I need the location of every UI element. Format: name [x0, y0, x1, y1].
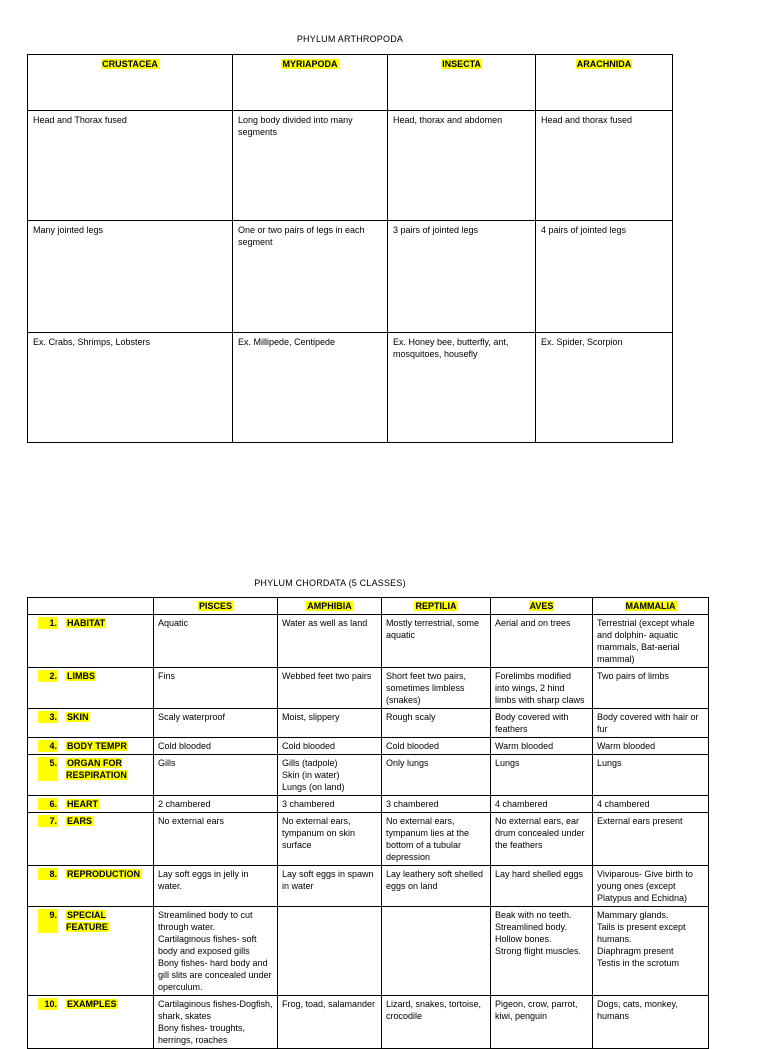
- table-cell: Forelimbs modified into wings, 2 hind limbs with sharp claws: [491, 668, 593, 709]
- row-label: [28, 668, 154, 709]
- row-label-text: SKIN: [67, 712, 89, 722]
- header-blank: [28, 598, 154, 615]
- row-label: [28, 866, 154, 907]
- table-cell: Scaly waterproof: [154, 709, 278, 738]
- table-cell: Beak with no teeth. Streamlined body. Hollow bones. Strong flight muscles.: [491, 907, 593, 996]
- row-number: 2.: [38, 670, 58, 682]
- table-cell: Mammary glands. Tails is present except humans. Diaphragm present Testis in the scrotum: [593, 907, 709, 996]
- table-cell: [382, 907, 491, 996]
- table-cell: Head and thorax fused: [536, 111, 673, 221]
- table-cell: Pigeon, crow, parrot, kiwi, penguin: [491, 996, 593, 1049]
- row-number: 9.: [38, 909, 58, 933]
- table-row: [28, 615, 709, 668]
- arthropoda-title: PHYLUM ARTHROPODA: [296, 34, 404, 44]
- row-number: 3.: [38, 711, 58, 723]
- row-number: 5.: [38, 757, 58, 781]
- table-cell: No external ears, ear drum concealed under the feathers: [491, 813, 593, 866]
- table-cell: Lizard, snakes, tortoise, crocodile: [382, 996, 491, 1049]
- table-cell: Ex. Crabs, Shrimps, Lobsters: [28, 333, 233, 443]
- table-cell: 3 chambered: [382, 796, 491, 813]
- table-cell: Ex. Spider, Scorpion: [536, 333, 673, 443]
- chordata-title: PHYLUM CHORDATA (5 CLASSES): [254, 578, 406, 588]
- table-cell: Body covered with feathers: [491, 709, 593, 738]
- row-number: 1.: [38, 617, 58, 629]
- table-cell: 3 pairs of jointed legs: [388, 221, 536, 333]
- table-cell: Head and Thorax fused: [28, 111, 233, 221]
- table-row: [28, 866, 709, 907]
- row-number: 4.: [38, 740, 58, 752]
- table-cell: Terrestrial (except whale and dolphin- aquatic mammals, Bat-aerial mammal): [593, 615, 709, 668]
- table-row: [28, 333, 673, 443]
- table-cell: Ex. Millipede, Centipede: [233, 333, 388, 443]
- row-number: 10.: [38, 998, 58, 1010]
- table-cell: Warm blooded: [491, 738, 593, 755]
- table-cell: Lay soft eggs in spawn in water: [278, 866, 382, 907]
- row-label: [28, 996, 154, 1049]
- table-cell: Cold blooded: [278, 738, 382, 755]
- header-myriapoda: MYRIAPODA: [233, 55, 388, 111]
- table-row: [28, 907, 709, 996]
- table-cell: Many jointed legs: [28, 221, 233, 333]
- row-number: 7.: [38, 815, 58, 827]
- header-mammalia: MAMMALIA: [593, 598, 709, 615]
- row-label-text: SPECIAL FEATURE: [66, 910, 108, 932]
- table-cell: Two pairs of limbs: [593, 668, 709, 709]
- arthropoda-header-row: [28, 55, 673, 111]
- row-label-text: HABITAT: [67, 618, 106, 628]
- table-cell: No external ears, tympanum lies at the bottom of a tubular depression: [382, 813, 491, 866]
- row-number: 6.: [38, 798, 58, 810]
- table-cell: Moist, slippery: [278, 709, 382, 738]
- table-cell: Cold blooded: [382, 738, 491, 755]
- header-crustacea: CRUSTACEA: [28, 55, 233, 111]
- table-cell: Streamlined body to cut through water. Cartilaginous fishes- soft body and exposed gills Bony fishes- hard body and gill slits are concealed under operculum.: [154, 907, 278, 996]
- row-label: [28, 755, 154, 796]
- table-cell: Viviparous- Give birth to young ones (except Platypus and Echidna): [593, 866, 709, 907]
- table-cell: No external ears, tympanum on skin surface: [278, 813, 382, 866]
- table-cell: 4 pairs of jointed legs: [536, 221, 673, 333]
- row-label-text: HEART: [67, 799, 98, 809]
- table-cell: Long body divided into many segments: [233, 111, 388, 221]
- table-cell: Only lungs: [382, 755, 491, 796]
- table-cell: Lungs: [593, 755, 709, 796]
- table-cell: Head, thorax and abdomen: [388, 111, 536, 221]
- table-cell: 2 chambered: [154, 796, 278, 813]
- row-label: [28, 796, 154, 813]
- table-cell: Frog, toad, salamander: [278, 996, 382, 1049]
- row-label: [28, 813, 154, 866]
- table-cell: Short feet two pairs, sometimes limbless (snakes): [382, 668, 491, 709]
- table-cell: Lay hard shelled eggs: [491, 866, 593, 907]
- row-label-text: EARS: [67, 816, 93, 826]
- table-row: [28, 709, 709, 738]
- row-number: 8.: [38, 868, 58, 880]
- row-label-text: REPRODUCTION: [67, 869, 141, 879]
- table-cell: No external ears: [154, 813, 278, 866]
- table-cell: Lungs: [491, 755, 593, 796]
- row-label-text: LIMBS: [67, 671, 95, 681]
- row-label: [28, 738, 154, 755]
- header-pisces: PISCES: [154, 598, 278, 615]
- table-cell: Cartilaginous fishes-Dogfish, shark, skates Bony fishes- troughts, herrings, roaches: [154, 996, 278, 1049]
- arthropoda-table: [27, 54, 673, 443]
- table-row: [28, 813, 709, 866]
- chordata-table: [27, 597, 709, 1049]
- table-cell: 3 chambered: [278, 796, 382, 813]
- table-cell: Lay soft eggs in jelly in water.: [154, 866, 278, 907]
- table-row: [28, 755, 709, 796]
- chordata-body: [28, 615, 709, 1049]
- table-row: [28, 668, 709, 709]
- header-insecta: INSECTA: [388, 55, 536, 111]
- table-cell: Webbed feet two pairs: [278, 668, 382, 709]
- row-label-text: EXAMPLES: [67, 999, 117, 1009]
- table-cell: Lay leathery soft shelled eggs on land: [382, 866, 491, 907]
- header-amphibia: AMPHIBIA: [278, 598, 382, 615]
- row-label-text: ORGAN FOR RESPIRATION: [66, 758, 127, 780]
- table-cell: Dogs, cats, monkey, humans: [593, 996, 709, 1049]
- table-cell: Aquatic: [154, 615, 278, 668]
- table-row: [28, 111, 673, 221]
- table-row: [28, 796, 709, 813]
- table-cell: Mostly terrestrial, some aquatic: [382, 615, 491, 668]
- table-cell: Fins: [154, 668, 278, 709]
- table-cell: Cold blooded: [154, 738, 278, 755]
- table-cell: 4 chambered: [491, 796, 593, 813]
- table-row: [28, 738, 709, 755]
- table-row: [28, 996, 709, 1049]
- table-cell: [278, 907, 382, 996]
- table-cell: 4 chambered: [593, 796, 709, 813]
- row-label: [28, 907, 154, 996]
- table-cell: Aerial and on trees: [491, 615, 593, 668]
- table-row: [28, 221, 673, 333]
- table-cell: Rough scaly: [382, 709, 491, 738]
- chordata-header-row: [28, 598, 709, 615]
- table-cell: Gills: [154, 755, 278, 796]
- row-label: [28, 709, 154, 738]
- table-cell: Ex. Honey bee, butterfly, ant, mosquitoes, housefly: [388, 333, 536, 443]
- header-arachnida: ARACHNIDA: [536, 55, 673, 111]
- table-cell: One or two pairs of legs in each segment: [233, 221, 388, 333]
- table-cell: External ears present: [593, 813, 709, 866]
- row-label-text: BODY TEMPR: [67, 741, 127, 751]
- header-reptilia: REPTILIA: [382, 598, 491, 615]
- table-cell: Body covered with hair or fur: [593, 709, 709, 738]
- table-cell: Warm blooded: [593, 738, 709, 755]
- table-cell: Gills (tadpole) Skin (in water) Lungs (on land): [278, 755, 382, 796]
- header-aves: AVES: [491, 598, 593, 615]
- row-label: [28, 615, 154, 668]
- table-cell: Water as well as land: [278, 615, 382, 668]
